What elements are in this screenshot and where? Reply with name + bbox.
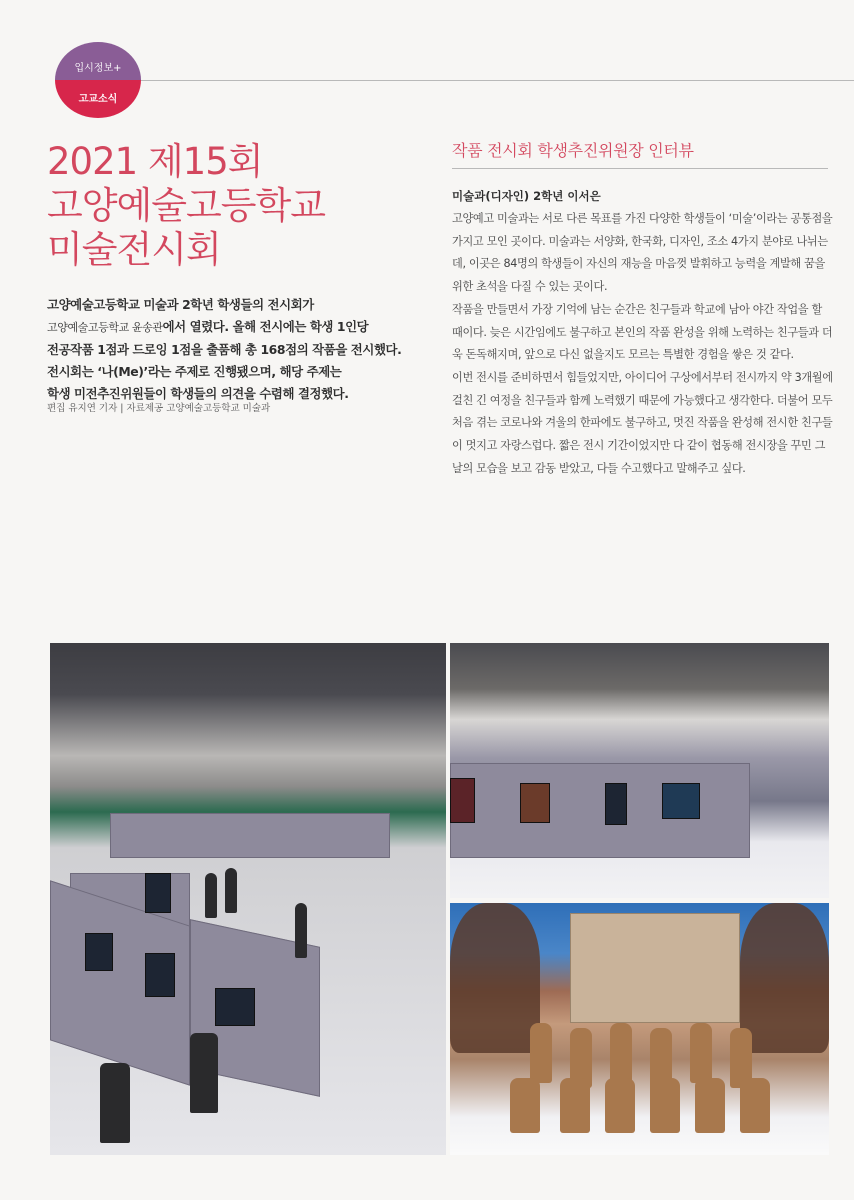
lead-line: 고양예술고등학교 미술과 2학년 학생들의 전시회가 [47, 297, 314, 312]
student [530, 1023, 552, 1083]
interviewee-name: 미술과(디자인) 2학년 이서은 [452, 189, 601, 203]
lead-line: 학생 미전추진위원들이 학생들의 의견을 수렴해 결정했다. [47, 386, 349, 401]
visitor [190, 1033, 218, 1113]
visitor [225, 868, 237, 913]
article-title [47, 140, 407, 272]
display-panel [450, 763, 750, 858]
lead-line: 전공작품 1점과 드로잉 1점을 출품해 총 168점의 작품을 전시했다. [47, 342, 402, 357]
exhibition-panels-photo [450, 643, 829, 898]
interview-paragraph: 고양예고 미술과는 서로 다른 목표를 가진 다양한 학생들이 ‘미술’이라는 공통점을 가지고 모인 곳이다. 미술과는 서양화, 한국화, 디자인, 조소 4가지 분야로 나뉘는데, 이곳은 84명의 학생들이 자신의 재능을 마음껏 발휘하고 능력을 계발해 꿈을 위한 초석을 다질 수 있는 곳이다. [452, 212, 833, 294]
student [610, 1023, 632, 1083]
artwork [85, 933, 113, 971]
student [560, 1078, 590, 1133]
lead-line-rest: 에서 열렸다. 올해 전시에는 학생 1인당 [162, 319, 369, 334]
artwork [145, 873, 171, 913]
interview-title: 작품 전시회 학생추진위원장 인터뷰 [452, 141, 694, 160]
visitor [295, 903, 307, 958]
artwork [662, 783, 700, 819]
tree [740, 903, 829, 1053]
header-divider [141, 80, 854, 81]
section-subcategory-label: 고교소식 [78, 94, 118, 105]
school-building [570, 913, 740, 1023]
artwork [605, 783, 627, 825]
interview-paragraph: 작품을 만들면서 가장 기억에 남는 순간은 친구들과 학교에 남아 야간 작업을 할 때이다. 늦은 시간임에도 불구하고 본인의 작품 완성을 위해 노력하는 친구들과 더욱 돈독해지며, 앞으로 다신 없을지도 모르는 특별한 경험을 쌓은 것 같다. [452, 302, 833, 362]
venue-name: 고양예술고등학교 윤송관 [47, 321, 163, 334]
student [510, 1078, 540, 1133]
student [695, 1078, 725, 1133]
visitor [205, 873, 217, 918]
artwork [520, 783, 550, 823]
student [650, 1078, 680, 1133]
title-line: 2021 제15회 [47, 140, 263, 183]
artwork [450, 778, 475, 823]
article-credit: 편집 유지연 기자 | 자료제공 고양예술고등학교 미술과 [47, 403, 271, 414]
interview-paragraph: 이번 전시를 준비하면서 힘들었지만, 아이디어 구상에서부터 전시까지 약 3개월에 걸친 긴 여정을 친구들과 함께 노력했기 때문에 가능했다고 생각한다. 더불어 모두 처음 겪는 코로나와 겨울의 한파에도 불구하고, 멋진 작품을 완성해 전시한 친구들이 멋지고 자랑스럽다. 짧은 전시 기간이었지만 다 같이 협동해 전시장을 꾸민 그날의 모습을 보고 감동 받았고, 다들 수고했다고 말해주고 싶다. [452, 370, 833, 475]
title-line: 미술전시회 [47, 228, 221, 271]
lead-line [47, 316, 427, 339]
visitor [100, 1063, 130, 1143]
article-lead [47, 294, 427, 405]
interview-body [452, 208, 834, 480]
interview-divider [452, 168, 828, 169]
title-line: 고양예술고등학교 [47, 184, 325, 227]
exhibition-hall-photo [50, 643, 446, 1155]
lead-line: 전시회는 ‘나(Me)’라는 주제로 진행됐으며, 해당 주제는 [47, 364, 342, 379]
section-badge [55, 42, 141, 118]
student [740, 1078, 770, 1133]
student [690, 1023, 712, 1083]
group-photo [450, 903, 829, 1155]
section-category-label: 입시정보+ [74, 63, 122, 74]
artwork [145, 953, 175, 997]
student [605, 1078, 635, 1133]
tree [450, 903, 540, 1053]
artwork [215, 988, 255, 1026]
display-panel [110, 813, 390, 858]
